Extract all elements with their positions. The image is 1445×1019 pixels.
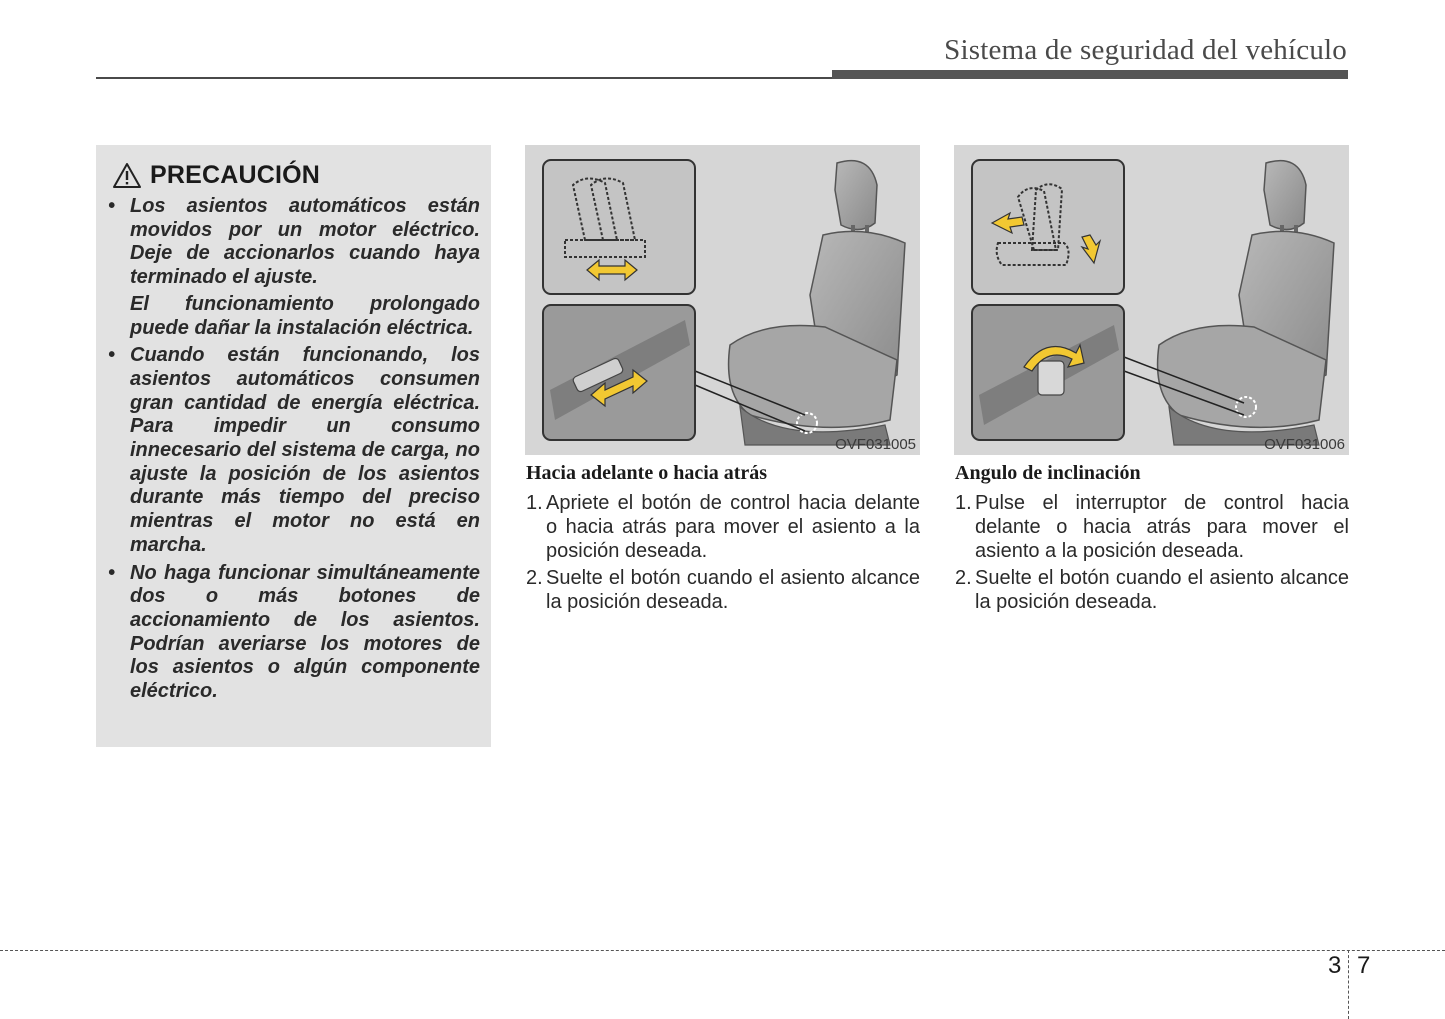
caution-heading: [112, 161, 320, 190]
section-heading: Hacia adelante o hacia atrás: [526, 462, 768, 484]
inset-control-switch: [543, 305, 695, 440]
section-heading: Angulo de inclinación: [955, 462, 1141, 484]
step-text: Apriete el botón de control hacia delante o hacia atrás para mover el asiento a la posición deseada.: [546, 492, 920, 562]
step-item: [526, 491, 920, 563]
page-section-number: 3: [1328, 952, 1342, 979]
footer-dashed-rule: [0, 950, 1445, 951]
bullet: •: [108, 344, 116, 367]
header-rule-thin: [96, 77, 836, 79]
step-item: [526, 566, 920, 614]
inset-seat-positions: [543, 160, 695, 294]
step-number: 1.: [955, 492, 972, 514]
figure-seat-recline: [954, 145, 1349, 455]
step-text: Pulse el interruptor de control hacia delante o hacia atrás para mover el asiento a la posición deseada.: [975, 492, 1349, 562]
step-item: [955, 566, 1349, 614]
step-text: Suelte el botón cuando el asiento alcance la posición deseada.: [975, 567, 1349, 613]
step-number: 2.: [955, 567, 972, 589]
caution-item: [108, 344, 480, 557]
step-number: 2.: [526, 567, 543, 589]
caution-list: [108, 195, 480, 708]
figure-seat-slide: [525, 145, 920, 455]
caution-item: [108, 195, 480, 340]
caution-paragraph: Los asientos automáticos están movidos por un motor eléctrico. Deje de accionarlos cuando haya terminado el ajuste.: [130, 195, 480, 289]
inset-seat-positions: [972, 160, 1124, 294]
step-number: 1.: [526, 492, 543, 514]
step-item: [955, 491, 1349, 563]
figure-code: OVF031006: [1264, 436, 1345, 453]
section-recline: [955, 462, 1349, 617]
inset-control-switch: [972, 305, 1124, 440]
figure-code: OVF031005: [835, 436, 916, 453]
footer-dashed-divider: [1348, 950, 1349, 1019]
seat-drawing: [729, 161, 905, 445]
page-header-title: Sistema de seguridad del vehículo: [944, 34, 1347, 66]
caution-title: PRECAUCIÓN: [150, 161, 321, 189]
step-text: Suelte el botón cuando el asiento alcance la posición deseada.: [546, 567, 920, 613]
bullet: •: [108, 195, 116, 217]
caution-item: [108, 562, 480, 704]
section-slide: [526, 462, 920, 617]
seat-recline-illustration: [954, 145, 1349, 455]
caution-paragraph: Cuando están funcionando, los asientos automáticos consumen gran cantidad de energía eléctrica. Para impedir un consumo innecesario del sistema de carga, no ajuste la posición de los asientos durante más tiempo del preciso mientras el motor no está en marcha.: [130, 344, 480, 556]
header-rule-thick: [832, 70, 1348, 79]
steps-list: [526, 491, 920, 614]
steps-list: [955, 491, 1349, 614]
caution-paragraph: No haga funcionar simultáneamente dos o más botones de accionamiento de los asientos. Podrían averiarse los motores de los asientos o algún componente eléctrico.: [130, 561, 480, 703]
warning-triangle-icon: [112, 162, 142, 189]
seat-slide-illustration: [525, 145, 920, 455]
caution-box: [96, 145, 491, 747]
page-number: 7: [1357, 952, 1371, 979]
bullet: •: [108, 561, 116, 584]
caution-paragraph: El funcionamiento prolongado puede dañar la instalación eléctrica.: [130, 292, 480, 339]
seat-drawing: [1158, 161, 1334, 445]
